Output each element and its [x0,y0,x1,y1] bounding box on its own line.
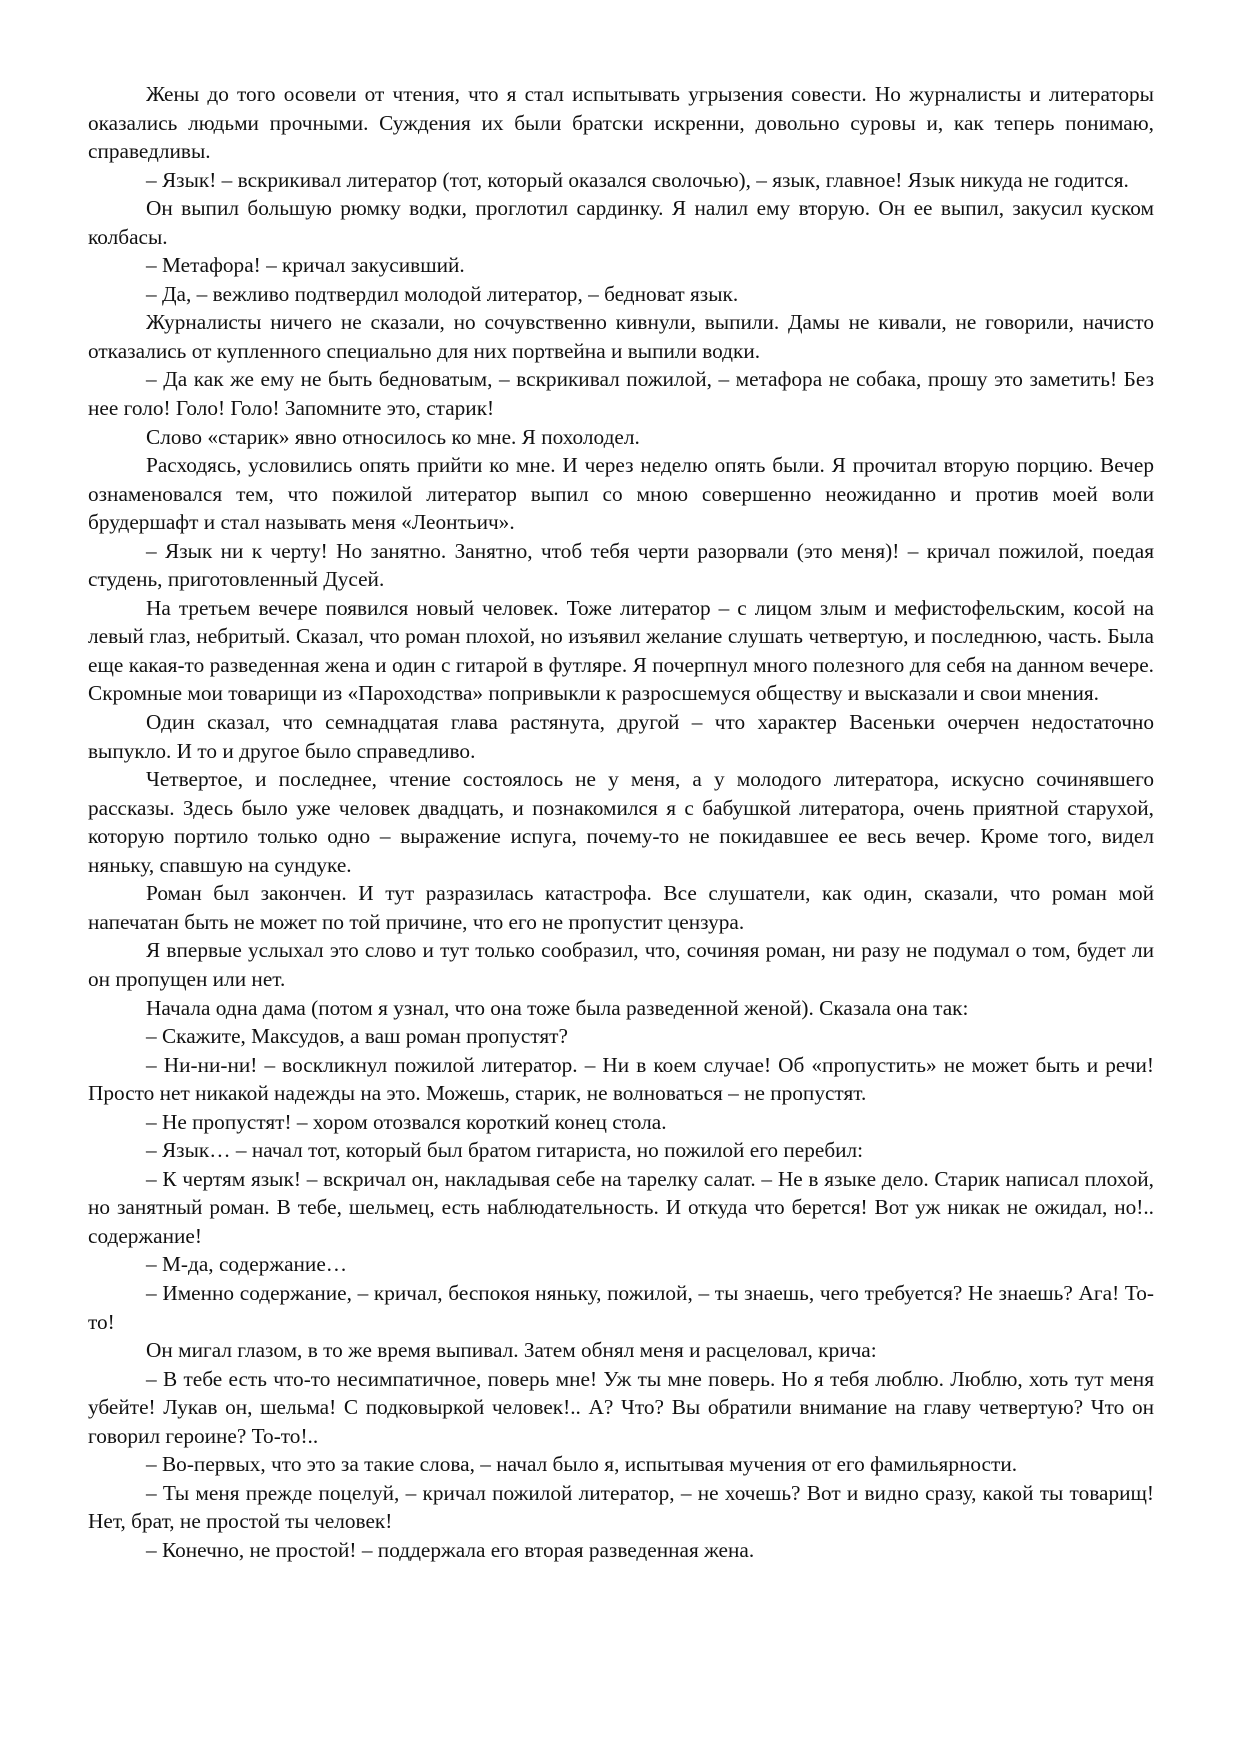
paragraph-8: Слово «старик» явно относилось ко мне. Я похолодел. [146,424,640,449]
paragraph-15: Я впервые услыхал это слово и тут только сообразил, что, сочиняя роман, ни разу не подумал о том, будет ли он пропущен или нет. [88,938,1154,991]
paragraph-3: Он выпил большую рюмку водки, проглотил сардинку. Я налил ему вторую. Он ее выпил, закусил куском колбасы. [88,196,1154,249]
paragraph-28: – Конечно, не простой! – поддержала его вторая разведенная жена. [146,1537,755,1562]
paragraph-7: – Да как же ему не быть бедноватым, – вскрикивал пожилой, – метафора не собака, прошу это заметить! Без нее голо! Голо! Голо! Запомните это, старик! [88,367,1154,421]
paragraph-5: – Да, – вежливо подтвердил молодой литератор, – бедноват язык. [146,281,739,306]
paragraph-11: На третьем вечере появился новый человек. Тоже литератор – с лицом злым и мефистофельским, косой на левый глаз, небритый. Сказал, что роман плохой, но изъявил желание слушать четвертую, и последнюю, часть. Была еще какая-то разведенная жена и один с гитарой в футляре. Я почерпнул много полезного для себя на данном вечере. Скромные мои товарищи из «Пароходства» попривыкли к разросшемуся обществу и высказали и свои мнения. [88,595,1154,706]
paragraph-14: Роман был закончен. И тут разразилась катастрофа. Все слушатели, как один, сказали, что роман мой напечатан быть не может по той причине, что его не пропустит цензура. [88,881,1154,934]
paragraph-2: – Язык! – вскрикивал литератор (тот, который оказался сволочью), – язык, главное! Язык никуда не годится. [146,167,1129,192]
paragraph-22: – М-да, содержание… [146,1252,348,1277]
paragraph-10: – Язык ни к черту! Но занятно. Занятно, чтоб тебя черти разорвали (это меня)! – кричал пожилой, поедая студень, приготовленный Дусей. [88,538,1154,592]
paragraph-24: Он мигал глазом, в то же время выпивал. Затем обнял меня и расцеловал, крича: [146,1338,877,1363]
paragraph-17: – Скажите, Максудов, а ваш роман пропустят? [146,1024,568,1049]
paragraph-1: Жены до того осовели от чтения, что я стал испытывать угрызения совести. Но журналисты и литераторы оказались людьми прочными. Суждения их были братски искренни, довольно суровы и, как теперь понимаю, справедливы. [88,82,1154,164]
paragraph-4: – Метафора! – кричал закусивший. [146,253,465,278]
paragraph-26: – Во-первых, что это за такие слова, – начал было я, испытывая мучения от его фамильярности. [146,1452,1018,1477]
paragraph-19: – Не пропустят! – хором отозвался короткий конец стола. [146,1109,667,1134]
paragraph-21: – К чертям язык! – вскричал он, накладывая себе на тарелку салат. – Не в языке дело. Старик написал плохой, но занятный роман. В тебе, шельмец, есть наблюдательность. И откуда что берется! Вот уж никак не ожидал, но!.. содержание! [88,1166,1154,1248]
paragraph-12: Один сказал, что семнадцатая глава растянута, другой – что характер Васеньки очерчен недостаточно выпукло. И то и другое было справедливо. [88,710,1154,763]
paragraph-6: Журналисты ничего не сказали, но сочувственно кивнули, выпили. Дамы не кивали, не говорили, начисто отказались от купленного специально для них портвейна и выпили водки. [88,310,1154,363]
paragraph-16: Начала одна дама (потом я узнал, что она тоже была разведенной женой). Сказала она так: [146,995,969,1020]
paragraph-23: – Именно содержание, – кричал, беспокоя няньку, пожилой, – ты знаешь, чего требуется? Не знаешь? Ага! То-то! [88,1280,1154,1334]
paragraph-13: Четвертое, и последнее, чтение состоялось не у меня, а у молодого литератора, искусно сочинявшего рассказы. Здесь было уже человек двадцать, и познакомился я с бабушкой литератора, очень приятной старухой, которую портило только одно – выражение испуга, почему-то не покидавшее ее весь вечер. Кроме того, видел няньку, спавшую на сундуке. [88,767,1154,877]
paragraph-9: Расходясь, условились опять прийти ко мне. И через неделю опять были. Я прочитал вторую порцию. Вечер ознаменовался тем, что пожилой литератор выпил со мною совершенно неожиданно и против моей воли брудершафт и стал называть меня «Леонтьич». [88,453,1154,535]
paragraph-25: – В тебе есть что-то несимпатичное, поверь мне! Уж ты мне поверь. Но я тебя люблю. Люблю, хоть тут меня убейте! Лукав он, шельма! С подковыркой человек!.. А? Что? Вы обратили внимание на главу четвертую? Что он говорил героине? То-то!.. [88,1366,1154,1448]
document-page [88,80,1154,1564]
paragraph-20: – Язык… – начал тот, который был братом гитариста, но пожилой его перебил: [146,1138,864,1163]
paragraph-18: – Ни-ни-ни! – воскликнул пожилой литератор. – Ни в коем случае! Об «пропустить» не может быть и речи! Просто нет никакой надежды на это. Можешь, старик, не волноваться – не пропустят. [88,1052,1154,1106]
paragraph-27: – Ты меня прежде поцелуй, – кричал пожилой литератор, – не хочешь? Вот и видно сразу, какой ты товарищ! Нет, брат, не простой ты человек! [88,1480,1154,1534]
